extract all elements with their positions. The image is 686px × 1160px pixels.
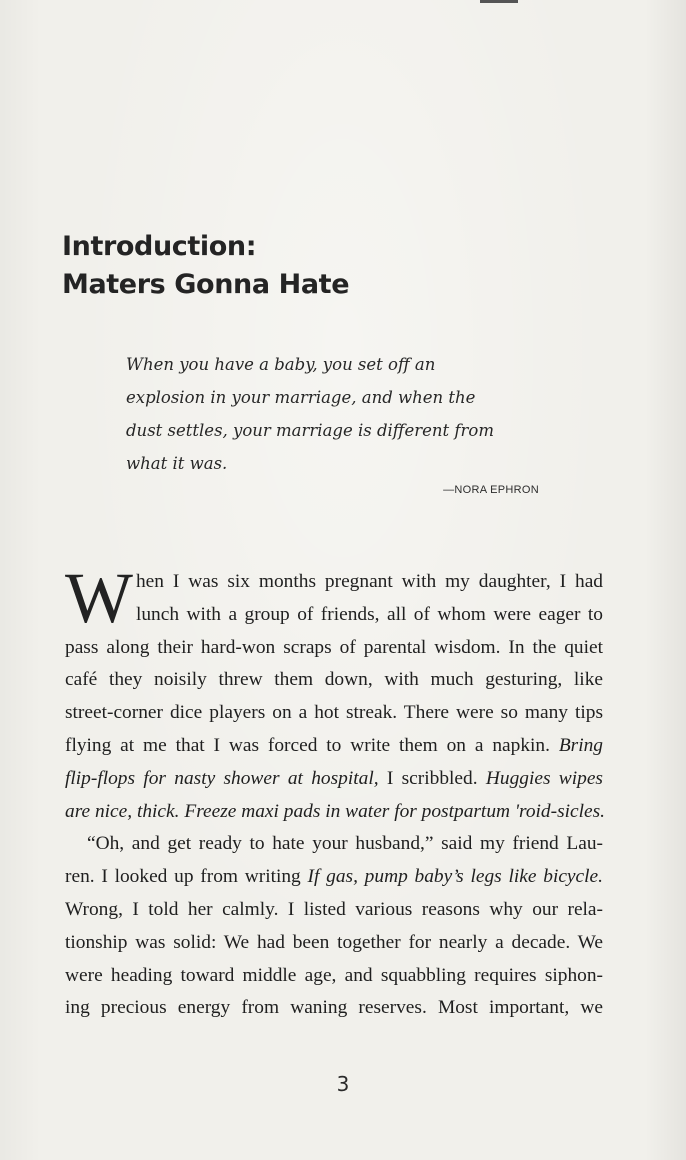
body-line: [65, 861, 603, 894]
body-line: lunch with a group of friends, all of whom were eager to: [135, 603, 603, 625]
body-line: pass along their hard-won scraps of parental wisdom. In the quiet: [65, 636, 603, 658]
body-italic-segment: If gas, pump baby’s legs like bicycle.: [307, 866, 603, 888]
page-number: 3: [336, 1072, 350, 1096]
top-edge-mark: [480, 0, 518, 3]
body-text: [65, 558, 606, 1025]
body-line: ing precious energy from waning reserves. Most important, we: [65, 997, 603, 1019]
body-text-segment: ren. I looked up from writing: [65, 866, 301, 888]
body-line: street-corner dice players on a hot streak. There were so many tips: [65, 702, 603, 724]
body-text-segment: flying at me that I was forced to write them on a napkin.: [65, 734, 550, 756]
body-line: “Oh, and get ready to hate your husband,” said my friend Lau-: [87, 833, 603, 855]
drop-cap: W: [65, 558, 133, 638]
body-text-segment: I scribbled.: [386, 767, 478, 789]
epigraph-line: When you have a baby, you set off an: [126, 355, 436, 374]
body-line: café they noisily threw them down, with much gesturing, like: [65, 669, 603, 691]
body-line: hen I was six months pregnant with my daughter, I had: [135, 571, 603, 592]
body-italic-segment: Huggies wipes: [485, 767, 603, 789]
chapter-title: [62, 228, 349, 304]
body-line: [65, 763, 603, 796]
body-italic-segment: flip-flops for nasty shower at hospital,: [65, 767, 379, 789]
body-line: Wrong, I told her calmly. I listed various reasons why our rela-: [65, 898, 603, 920]
epigraph-line: dust settles, your marriage is different from: [126, 421, 494, 440]
body-line: tionship was solid: We had been together for nearly a decade. We: [65, 931, 603, 953]
body-line: were heading toward middle age, and squabbling requires siphon-: [65, 964, 603, 986]
epigraph-line: explosion in your marriage, and when the: [126, 388, 476, 407]
chapter-title-line-1: Introduction:: [62, 231, 257, 262]
body-line: [65, 730, 603, 763]
epigraph: [126, 348, 541, 480]
body-italic-segment: Bring: [558, 734, 603, 756]
body-italic-segment: are nice, thick. Freeze maxi pads in water for postpartum 'roid-sicles.: [65, 800, 606, 822]
epigraph-line: what it was.: [126, 454, 228, 473]
chapter-title-line-2: Maters Gonna Hate: [62, 269, 350, 300]
epigraph-attribution: —NORA EPHRON: [443, 484, 539, 496]
body-line: [65, 796, 606, 829]
